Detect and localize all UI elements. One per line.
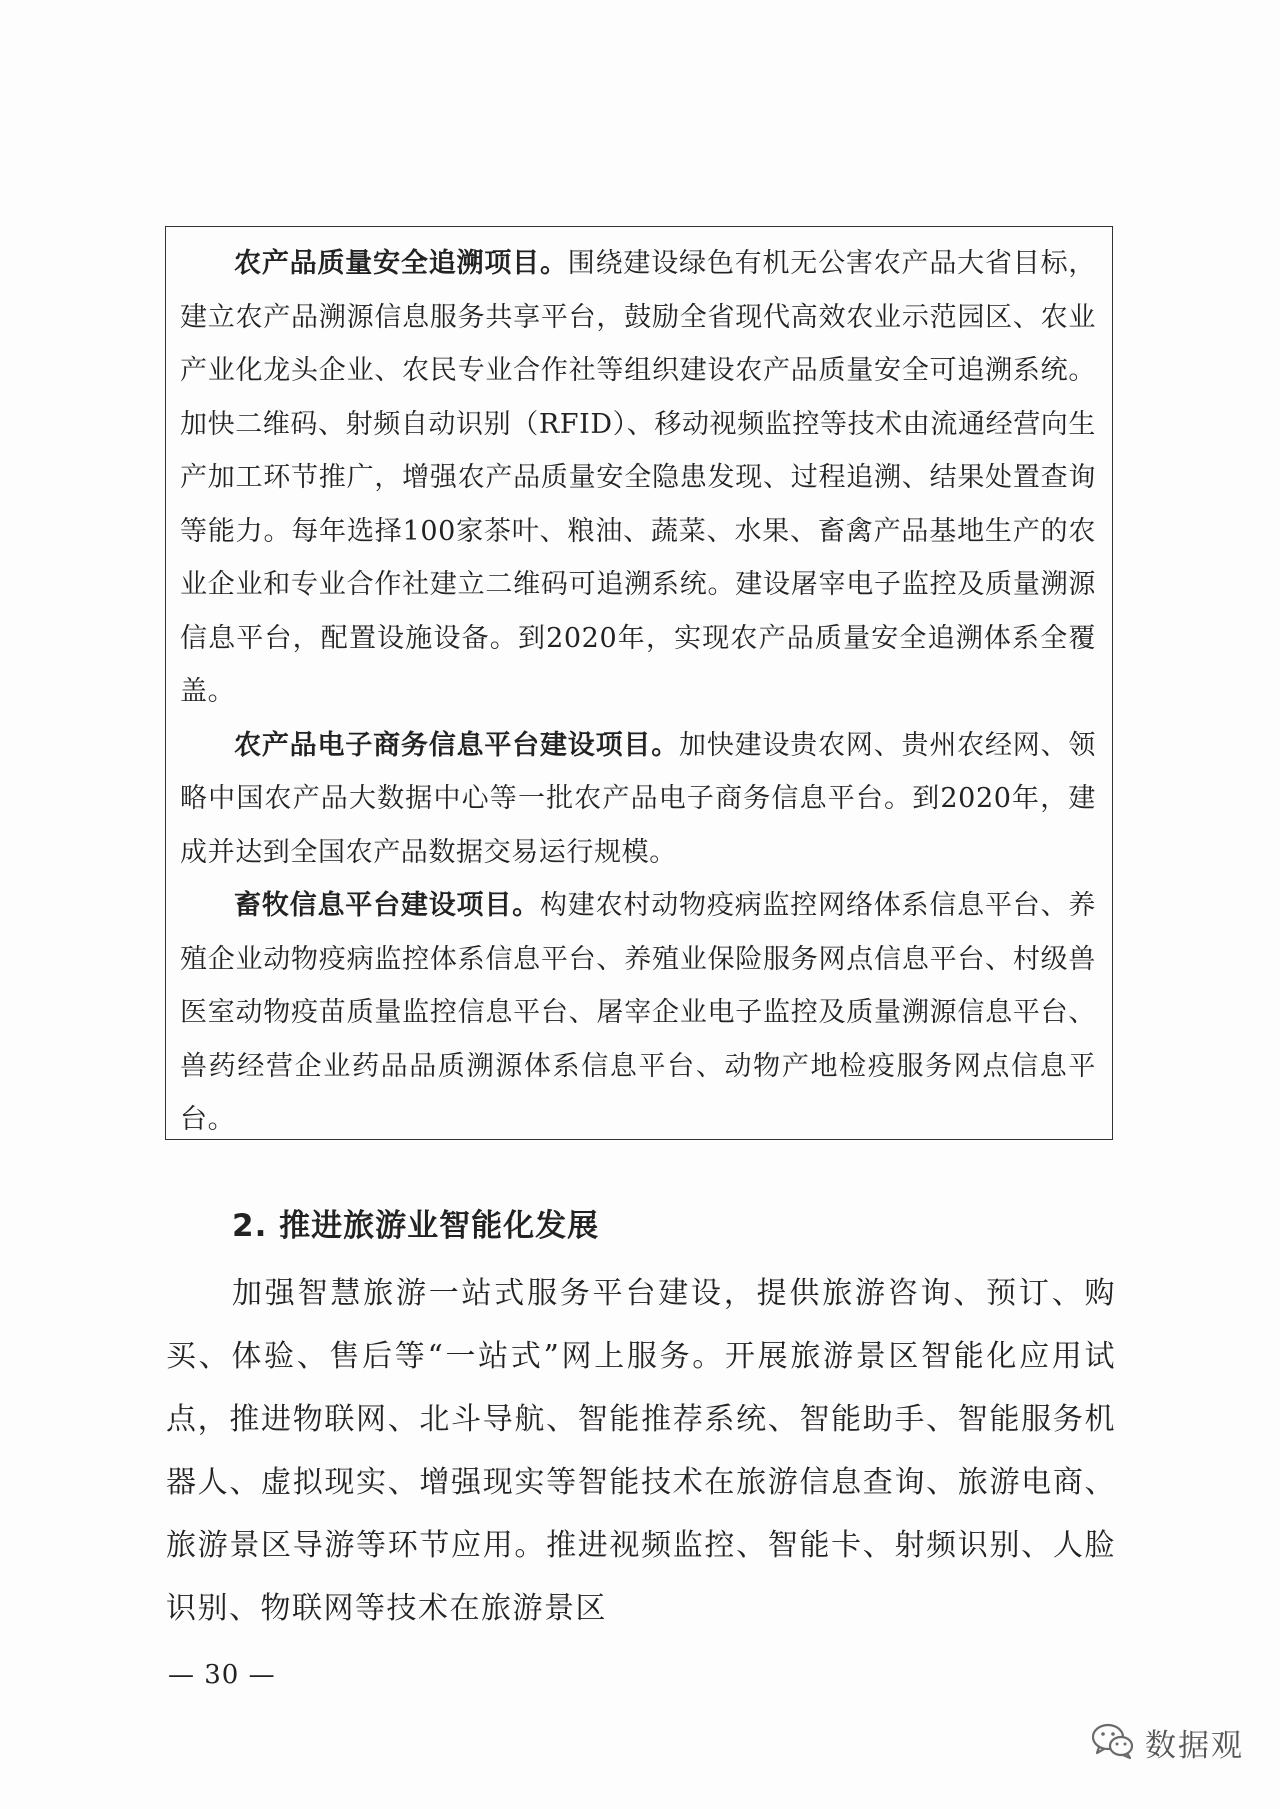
- project-paragraph: [180, 719, 1096, 880]
- project-paragraph: [180, 237, 1096, 719]
- project-text: 构建农村动物疫病监控网络体系信息平台、养殖企业动物疫病监控体系信息平台、养殖业保险服务网点信息平台、村级兽医室动物疫苗质量监控信息平台、屠宰企业电子监控及质量溯源信息平台、兽药经营企业药品品质溯源体系信息平台、动物产地检疫服务网点信息平台。: [180, 890, 1096, 1135]
- project-box: [165, 226, 1113, 1140]
- project-title: 农产品电子商务信息平台建设项目。: [234, 729, 680, 761]
- project-paragraph: [180, 879, 1096, 1147]
- project-text: 加快建设贵农网、贵州农经网、领略中国农产品大数据中心等一批农产品电子商务信息平台。到2020年，建成并达到全国农产品数据交易运行规模。: [180, 729, 1096, 868]
- project-text: 围绕建设绿色有机无公害农产品大省目标，建立农产品溯源信息服务共享平台，鼓励全省现代高效农业示范园区、农业产业化龙头企业、农民专业合作社等组织建设农产品质量安全可追溯系统。加快二维码、射频自动识别（RFID）、移动视频监控等技术由流通经营向生产加工环节推广，增强农产品质量安全隐患发现、过程追溯、结果处置查询等能力。每年选择100家茶叶、粮油、蔬菜、水果、畜禽产品基地生产的农业企业和专业合作社建立二维码可追溯系统。建设屠宰电子监控及质量溯源信息平台，配置设施设备。到2020年，实现农产品质量安全追溯体系全覆盖。: [180, 248, 1096, 707]
- section-body-text: 加强智慧旅游一站式服务平台建设，提供旅游咨询、预订、购买、体验、售后等“一站式”网上服务。开展旅游景区智能化应用试点，推进物联网、北斗导航、智能推荐系统、智能助手、智能服务机器人、虚拟现实、增强现实等智能技术在旅游信息查询、旅游电商、旅游景区导游等环节应用。推进视频监控、智能卡、射频识别、人脸识别、物联网等技术在旅游景区: [166, 1276, 1116, 1626]
- page-number: — 30 —: [168, 1660, 276, 1690]
- section-heading: 2. 推进旅游业智能化发展: [232, 1208, 600, 1244]
- project-title: 农产品质量安全追溯项目。: [234, 248, 568, 279]
- watermark: [1091, 1720, 1244, 1765]
- project-title: 畜牧信息平台建设项目。: [234, 890, 540, 921]
- wechat-icon: [1091, 1722, 1135, 1764]
- watermark-label: 数据观: [1145, 1728, 1244, 1764]
